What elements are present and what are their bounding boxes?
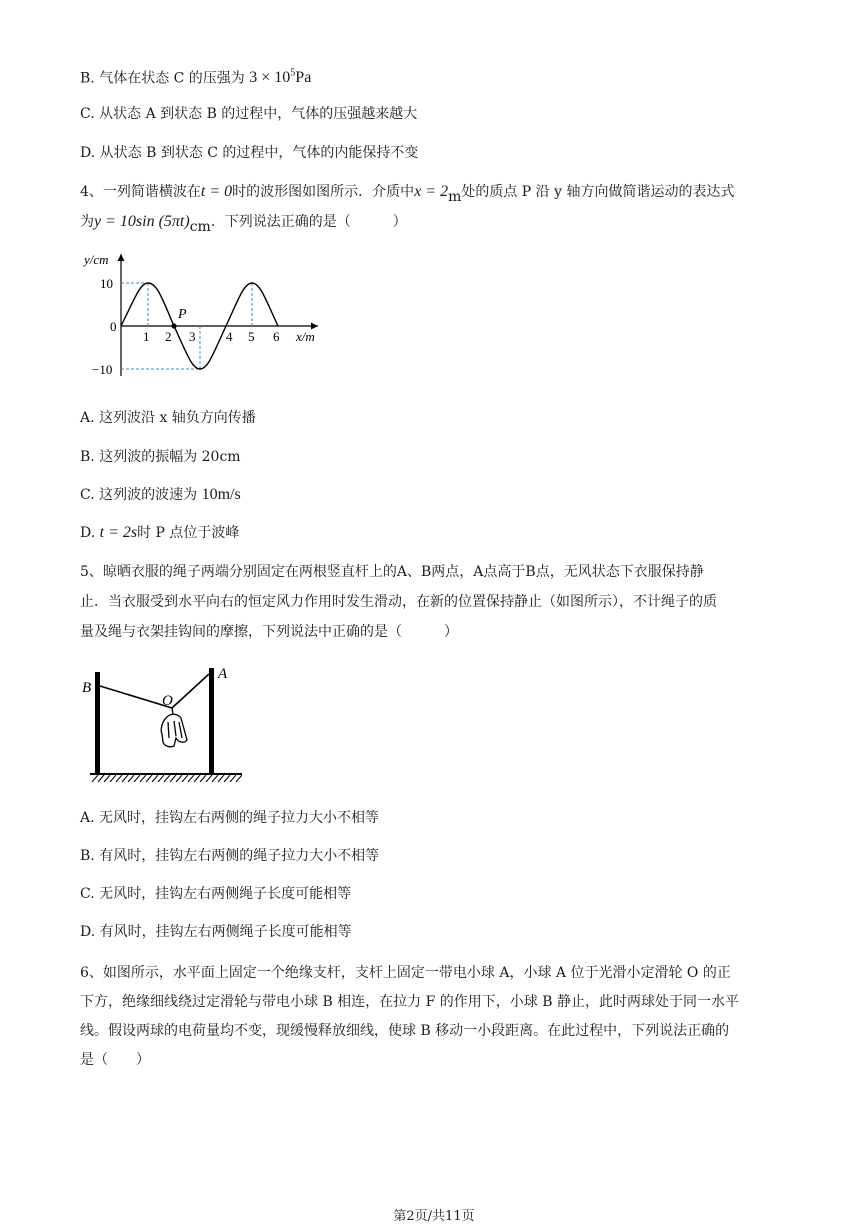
q4-option-c: C. 这列波的波速为 10m/s bbox=[80, 486, 241, 503]
q5-stem-line1: 5、晾晒衣服的绳子两端分别固定在两根竖直杆上的A、B两点，A点高于B点，无风状态下衣服保持静 bbox=[80, 564, 704, 580]
q5-option-d: D. 有风时，挂钩左右两侧绳子长度可能相等 bbox=[80, 924, 352, 940]
ground-hatching bbox=[92, 775, 242, 782]
q5-stem-line2: 止．当衣服受到水平向右的恒定风力作用时发生滑动，在新的位置保持静止（如图所示），不计绳子的质 bbox=[80, 594, 717, 610]
q6-stem-line3: 线。假设两球的电荷量均不变，现缓慢释放细线，使球 B 移动一小段距离。在此过程中，下列说法正确的 bbox=[80, 1023, 730, 1039]
left-pole bbox=[95, 672, 100, 774]
q4-stem-line1: 4、一列简谐横波在t = 0时的波形图如图所示．介质中x = 2m处的质点 P 沿 y 轴方向做简谐运动的表达式 bbox=[80, 183, 735, 205]
x-tick-4: 4 bbox=[226, 329, 233, 344]
page-footer: 第2页/共11页 bbox=[393, 1209, 475, 1224]
q5-stem-line3: 量及绳与衣架挂钩间的摩擦，下列说法中正确的是（ ） bbox=[80, 624, 458, 640]
q5-option-c: C. 无风时，挂钩左右两侧绳子长度可能相等 bbox=[80, 886, 352, 902]
y-axis-label: y/cm bbox=[84, 252, 109, 267]
q5-option-a: A. 无风时，挂钩左右两侧的绳子拉力大小不相等 bbox=[80, 810, 380, 826]
q6-stem-line1: 6、如图所示，水平面上固定一个绝缘支杆，支杆上固定一带电小球 A，小球 A 位于光滑小定滑轮 O 的正 bbox=[80, 965, 731, 981]
y-tick-neg10: −10 bbox=[92, 362, 113, 377]
y-tick-10: 10 bbox=[100, 276, 113, 291]
y-tick-0: 0 bbox=[110, 319, 117, 334]
q3-option-b-math: $3 \times 10^5Pa$ bbox=[249, 68, 312, 87]
label-b: B bbox=[82, 680, 92, 696]
q3-option-c: C. 从状态 A 到状态 B 的过程中，气体的压强越来越大 bbox=[80, 106, 418, 122]
clothes-icon bbox=[161, 708, 187, 747]
label-a: A bbox=[218, 666, 228, 682]
x-tick-5: 5 bbox=[248, 329, 255, 344]
q6-stem-line2: 下方，绝缘细线绕过定滑轮与带电小球 B 相连，在拉力 F 的作用下，小球 B 静止，此时两球处于同一水平 bbox=[80, 994, 739, 1010]
x-tick-6: 6 bbox=[273, 329, 280, 344]
x-tick-3: 3 bbox=[189, 329, 196, 344]
rope bbox=[100, 674, 209, 708]
x-tick-2: 2 bbox=[165, 329, 172, 344]
label-o: O bbox=[162, 693, 173, 709]
q3-option-b: B. 气体在状态 C 的压强为 $3 \times 10^5Pa$ bbox=[80, 68, 312, 87]
q6-stem-line4: 是（ ） bbox=[80, 1052, 150, 1068]
q4-option-a: A. 这列波沿 x 轴负方向传播 bbox=[80, 410, 256, 426]
q4-option-d: D. t = 2s时 P 点位于波峰 bbox=[80, 524, 240, 541]
x-axis-label: x/m bbox=[296, 329, 315, 344]
clothesline-figure bbox=[78, 658, 248, 788]
q3-option-d: D. 从状态 B 到状态 C 的过程中，气体的内能保持不变 bbox=[80, 145, 419, 161]
point-p-label: P bbox=[178, 307, 187, 322]
right-pole bbox=[209, 668, 214, 774]
q4-stem-line2: 为y = 10sin (5πt)cm．下列说法正确的是（ ） bbox=[80, 213, 407, 235]
x-tick-1: 1 bbox=[143, 329, 150, 344]
point-p-dot bbox=[171, 323, 176, 328]
q4-option-b: B. 这列波的振幅为 20cm bbox=[80, 449, 241, 465]
wave-graph bbox=[78, 248, 338, 388]
q5-option-b: B. 有风时，挂钩左右两侧的绳子拉力大小不相等 bbox=[80, 848, 380, 864]
